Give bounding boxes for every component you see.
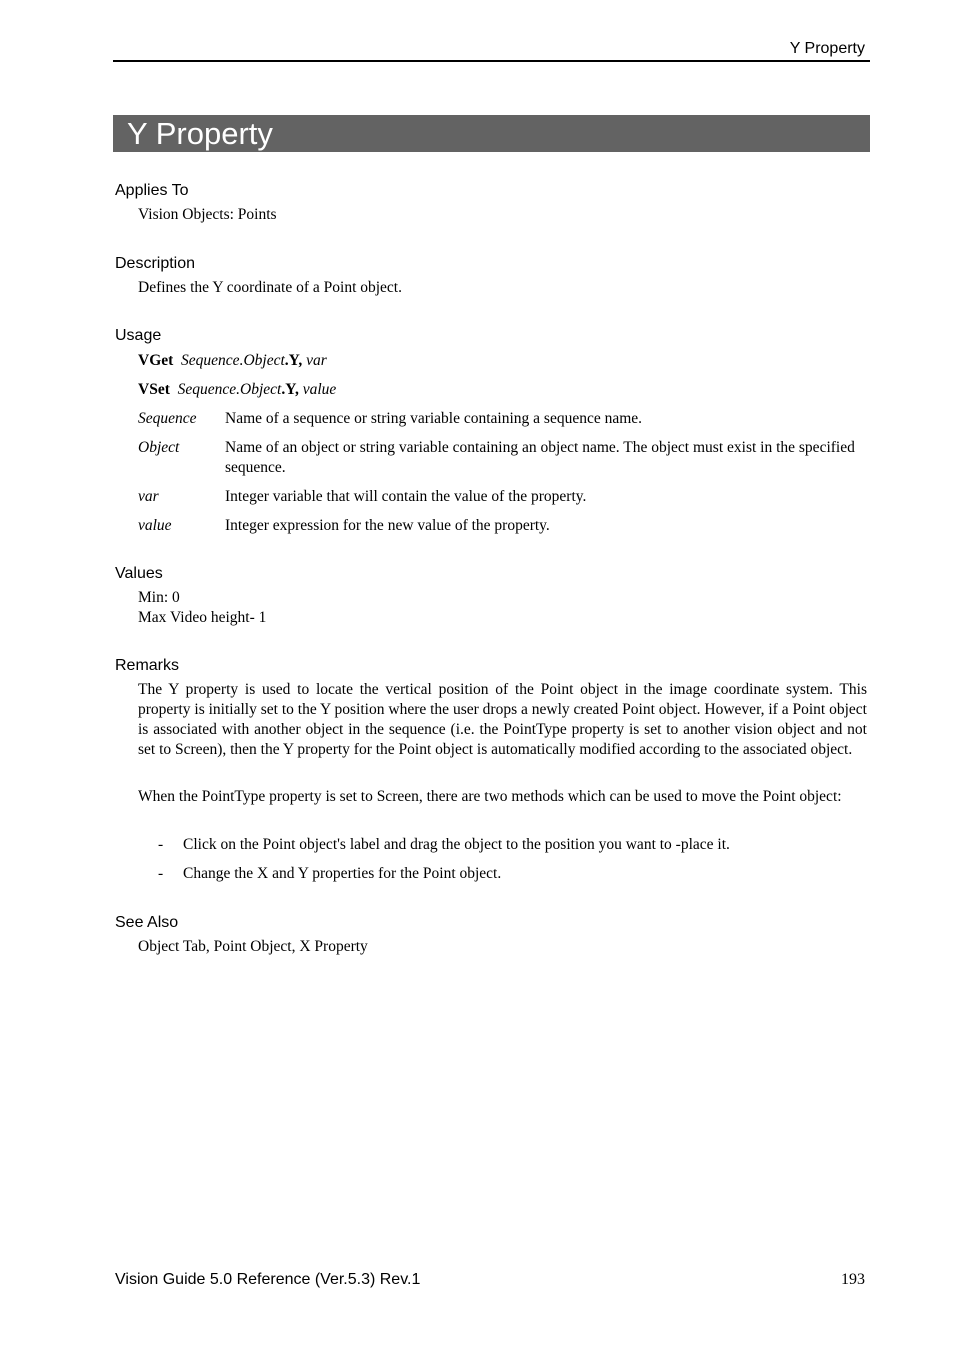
vset-object-arg: Sequence.Object bbox=[177, 381, 282, 398]
vget-command: VGet bbox=[138, 352, 174, 369]
running-header: Y Property bbox=[789, 40, 865, 57]
param-term-sequence: Sequence bbox=[138, 410, 197, 427]
vset-param: value bbox=[302, 381, 337, 398]
remarks-paragraph-2: When the PointType property is set to Screen, there are two methods which can be used to move the Point object: bbox=[138, 788, 842, 805]
vget-param: var bbox=[306, 352, 327, 369]
vset-command: VSet bbox=[138, 381, 170, 398]
values-max: Max Video height- 1 bbox=[138, 609, 267, 626]
applies-to-heading: Applies To bbox=[115, 182, 189, 199]
applies-to-text: Vision Objects: Points bbox=[138, 206, 277, 223]
see-also-text: Object Tab, Point Object, X Property bbox=[138, 938, 368, 955]
page-number: 193 bbox=[841, 1271, 865, 1288]
header-rule bbox=[113, 60, 870, 62]
param-def-object: Name of an object or string variable containing an object name. The object must exist in the specified sequence. bbox=[225, 439, 855, 476]
remarks-paragraph-1: The Y property is used to locate the vertical position of the Point object in the image coordinate system. This property is initially set to the Y position where the user drops a newly created Point object. However, if a Point object is associated with another object in the sequence (i.e. the PointType property is set to another vision object and not set to Screen), then the Y property for the Point object is automatically modified according to the associated object. bbox=[138, 681, 867, 758]
bullet-text: Click on the Point object's label and drag the object to the position you want to -place it. bbox=[183, 836, 730, 853]
param-def-value: Integer expression for the new value of the property. bbox=[225, 517, 550, 534]
param-term-value: value bbox=[138, 517, 172, 534]
values-min: Min: 0 bbox=[138, 589, 180, 606]
footer-document-title: Vision Guide 5.0 Reference (Ver.5.3) Rev.1 bbox=[115, 1271, 421, 1288]
param-def-sequence: Name of a sequence or string variable containing a sequence name. bbox=[225, 410, 643, 427]
see-also-heading: See Also bbox=[115, 914, 179, 931]
bullet-dash: - bbox=[158, 865, 164, 882]
param-def-var: Integer variable that will contain the value of the property. bbox=[225, 488, 587, 505]
vget-property: .Y, bbox=[284, 352, 303, 369]
usage-heading: Usage bbox=[115, 327, 162, 344]
page-title: Y Property bbox=[127, 116, 273, 151]
vset-property: .Y, bbox=[281, 381, 299, 398]
usage-vget-line bbox=[138, 351, 327, 371]
title-bar bbox=[113, 115, 870, 152]
vget-object-arg: Sequence.Object bbox=[181, 352, 285, 369]
param-term-object: Object bbox=[138, 439, 180, 456]
bullet-dash: - bbox=[158, 836, 164, 853]
description-text: Defines the Y coordinate of a Point object. bbox=[138, 279, 402, 296]
remarks-heading: Remarks bbox=[115, 657, 180, 674]
description-heading: Description bbox=[115, 255, 196, 272]
usage-vset-line bbox=[138, 380, 336, 400]
param-term-var: var bbox=[138, 488, 159, 505]
bullet-text: Change the X and Y properties for the Point object. bbox=[183, 865, 502, 882]
values-heading: Values bbox=[115, 565, 163, 582]
